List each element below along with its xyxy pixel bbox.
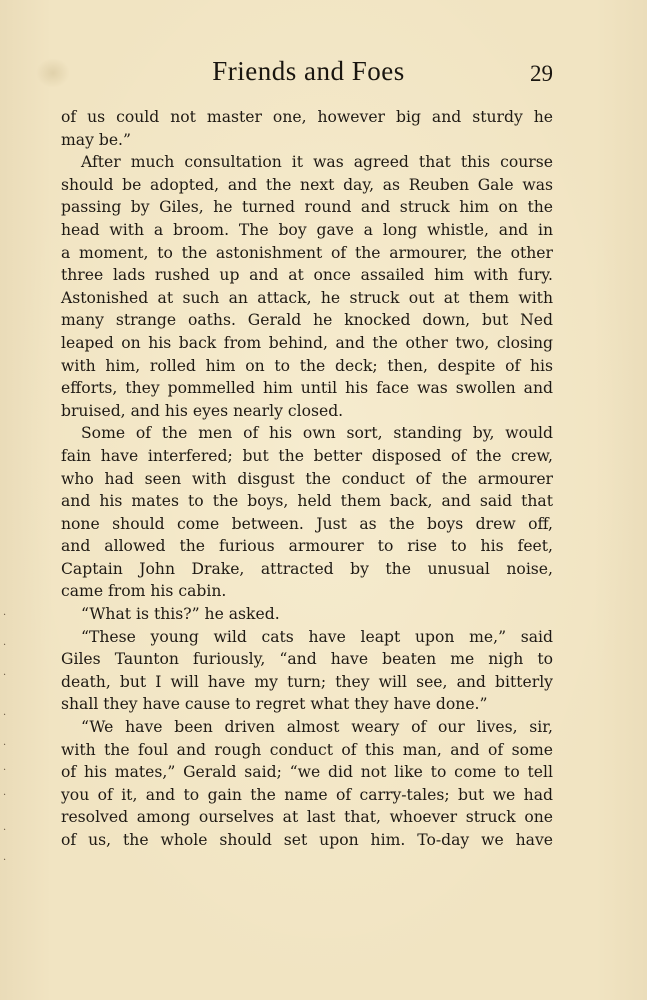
page-number: 29: [530, 61, 553, 86]
text-line: After much consultation it was agreed that this course: [81, 153, 553, 172]
text-line: a moment, to the astonishment of the armourer, the other: [61, 243, 553, 262]
text-line: came from his cabin.: [61, 582, 227, 601]
text-line: who had seen with disgust the conduct of the armourer: [61, 469, 553, 488]
text-line: fain have interfered; but the better disposed of the crew,: [61, 446, 553, 465]
text-line: none should come between. Just as the boys drew off,: [61, 514, 553, 533]
text-line: should be adopted, and the next day, as Reuben Gale was: [61, 175, 553, 194]
text-line: and allowed the furious armourer to rise to his feet,: [61, 537, 553, 556]
gutter-bleed-marks: · · · · · · · · ·: [3, 610, 7, 866]
chapter-title: Friends and Foes: [212, 56, 405, 86]
text-line: Captain John Drake, attracted by the unusual noise,: [61, 559, 553, 578]
text-line: of us could not master one, however big and sturdy he: [61, 108, 553, 126]
text-line: with the foul and rough conduct of this man, and of some: [61, 740, 553, 759]
text-line: passing by Giles, he turned round and struck him on the: [61, 198, 553, 217]
text-line: bruised, and his eyes nearly closed.: [61, 401, 344, 420]
text-line: may be.”: [61, 130, 131, 149]
text-line: Some of the men of his own sort, standing by, would: [81, 424, 553, 443]
text-line: shall they have cause to regret what they have done.”: [61, 695, 488, 714]
text-line: resolved among ourselves at last that, whoever struck one: [61, 808, 553, 827]
paragraph: [61, 151, 553, 422]
text-line: “These young wild cats have leapt upon me,” said: [81, 627, 553, 646]
paragraph: [61, 716, 553, 852]
text-line: Astonished at such an attack, he struck out at them with: [61, 288, 553, 307]
text-line: of his mates,” Gerald said; “we did not like to come to tell: [61, 763, 553, 782]
paragraph: [61, 603, 553, 626]
paragraph: [61, 626, 553, 716]
text-line: “What is this?” he asked.: [81, 605, 280, 624]
text-line: and his mates to the boys, held them back, and said that: [61, 492, 553, 511]
running-head: [0, 56, 647, 92]
text-line: of us, the whole should set upon him. To-day we have: [61, 831, 553, 849]
text-line: leaped on his back from behind, and the other two, closing: [61, 333, 553, 352]
text-line: three lads rushed up and at once assailed him with fury.: [61, 266, 553, 285]
body-text: [61, 106, 553, 852]
paragraph: [61, 422, 553, 603]
text-line: many strange oaths. Gerald he knocked down, but Ned: [61, 311, 553, 330]
text-line: efforts, they pommelled him until his face was swollen and: [61, 379, 553, 398]
text-line: you of it, and to gain the name of carry-tales; but we had: [61, 785, 553, 804]
paragraph: [61, 106, 553, 151]
text-line: Giles Taunton furiously, “and have beaten me nigh to: [61, 650, 553, 669]
text-line: head with a broom. The boy gave a long whistle, and in: [61, 220, 553, 239]
text-line: death, but I will have my turn; they will see, and bitterly: [61, 672, 553, 691]
text-line: with him, rolled him on to the deck; then, despite of his: [61, 356, 553, 375]
text-line: “We have been driven almost weary of our lives, sir,: [81, 718, 553, 737]
